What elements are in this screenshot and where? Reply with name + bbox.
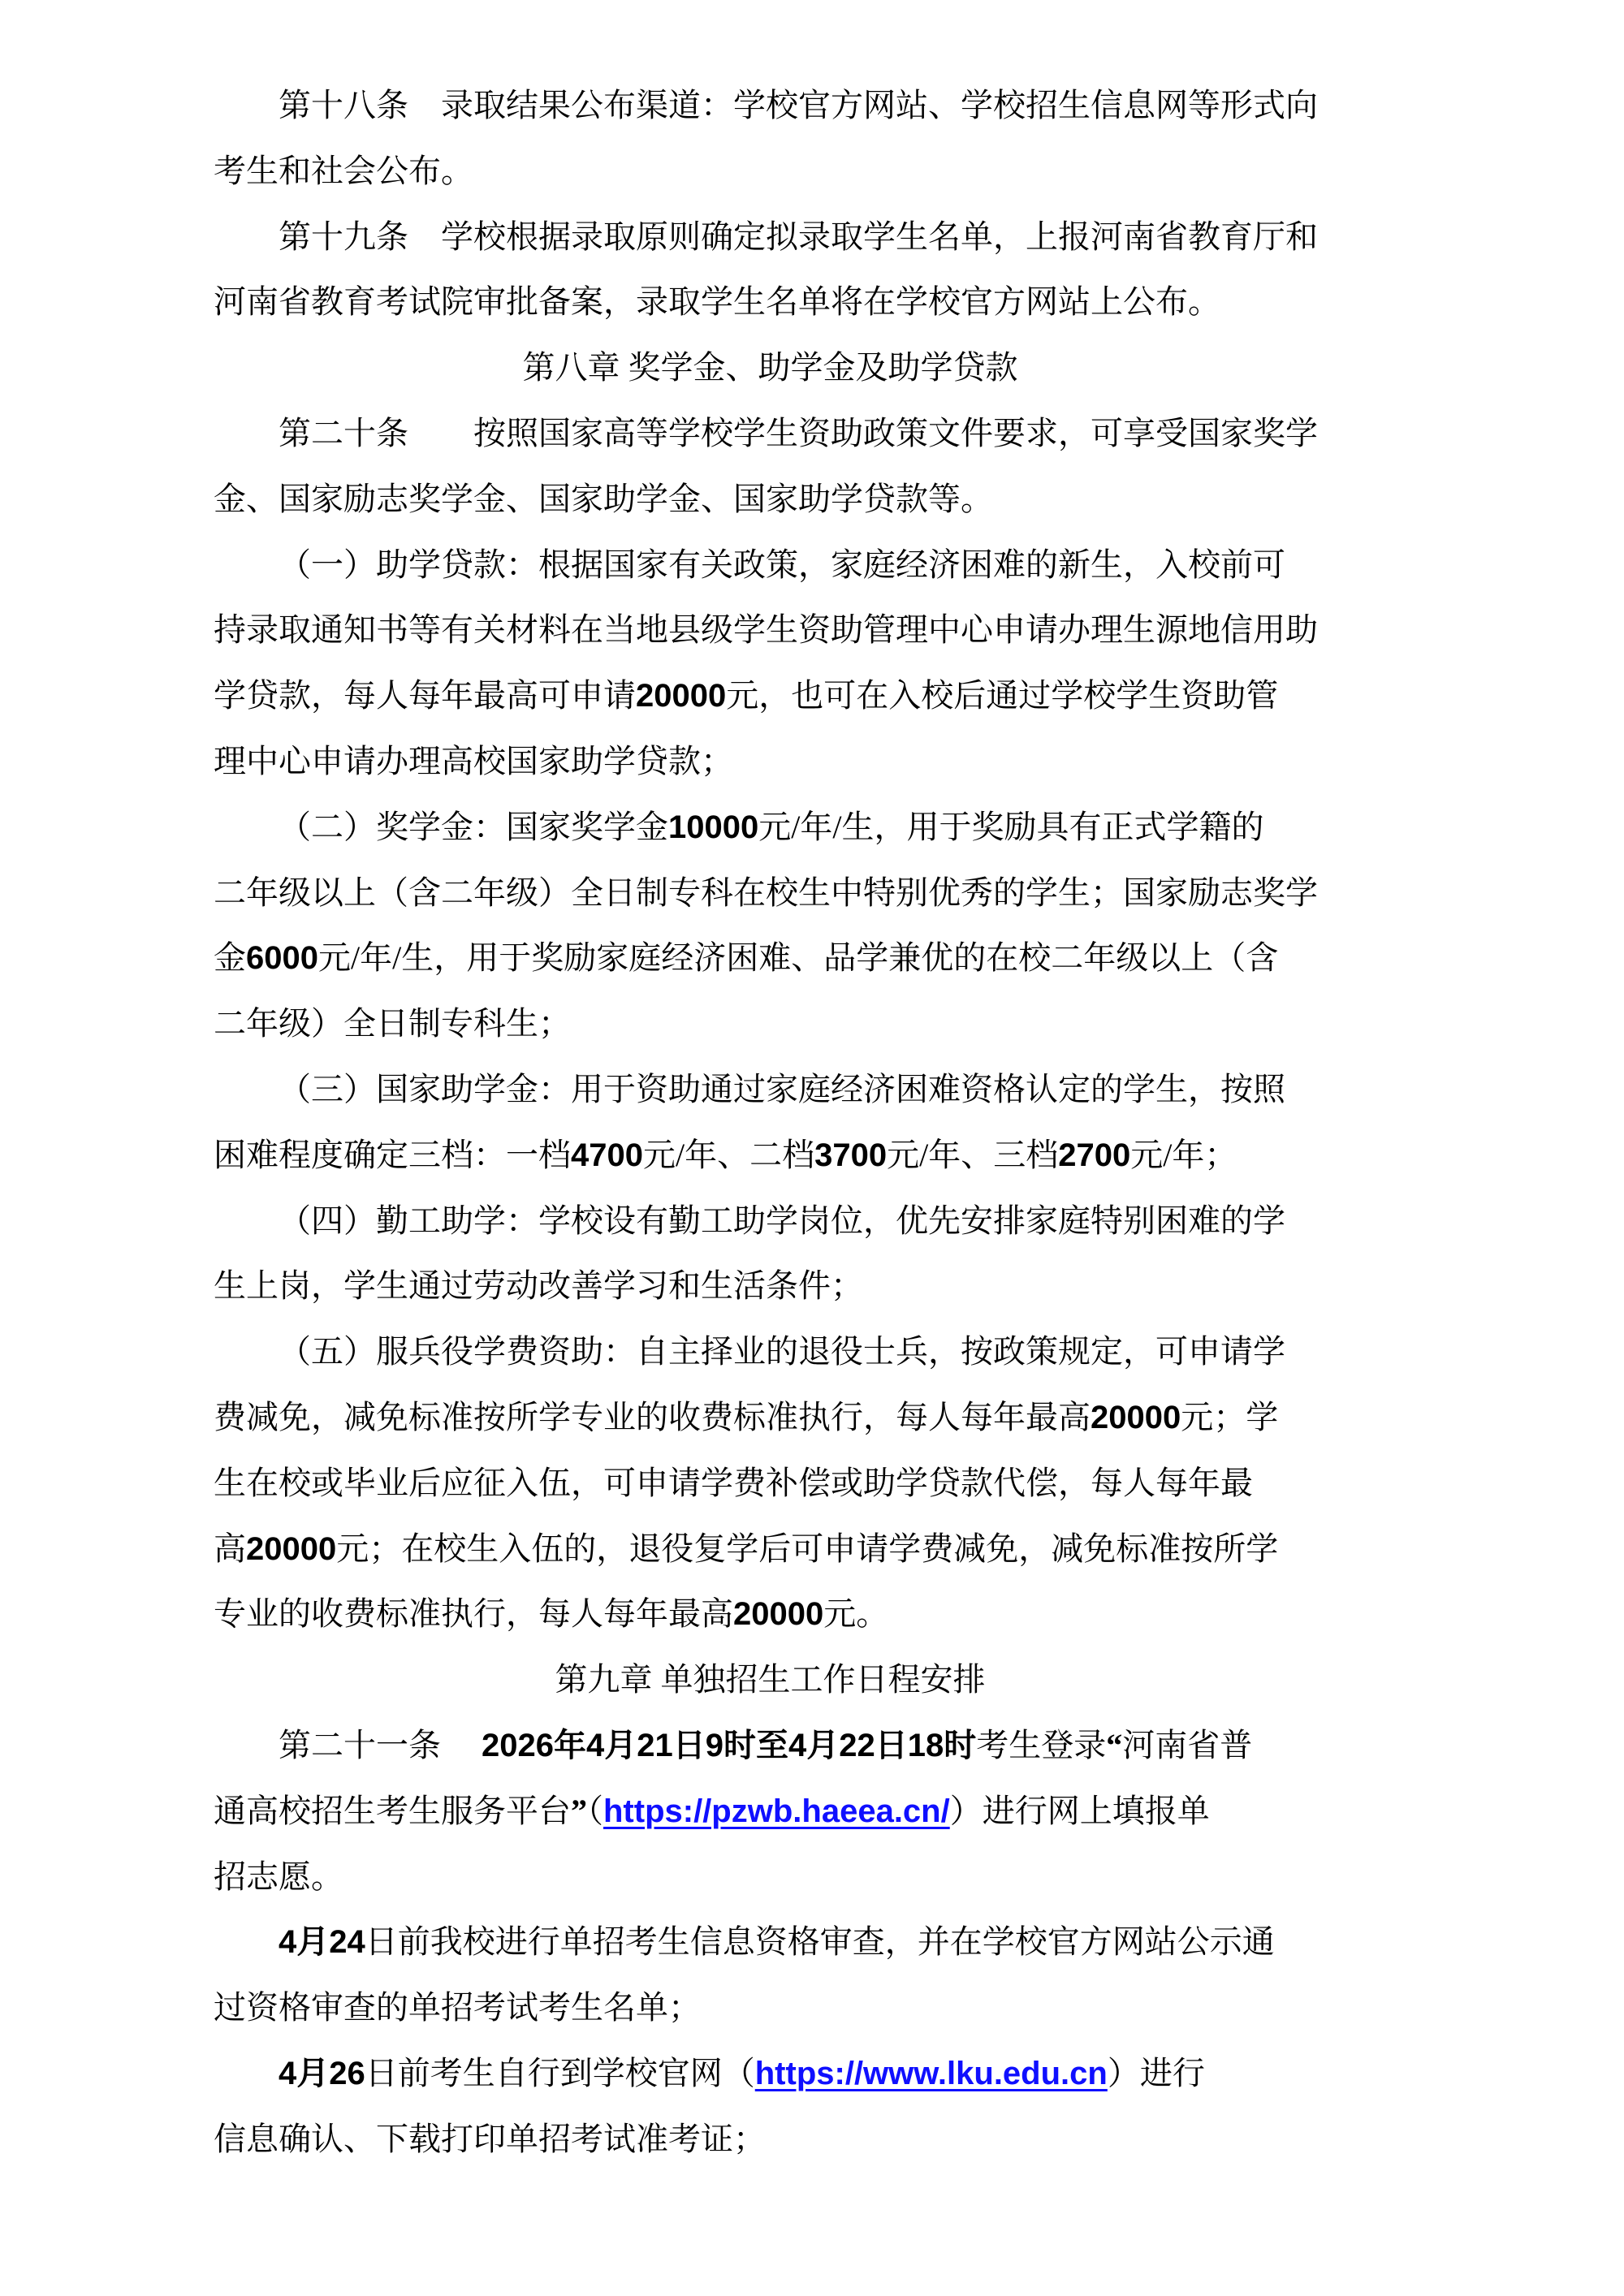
text-line [214,1254,1327,1319]
text-segment: 持录取通知书等有关材料在当地县级学生资助管理中心申请办理生源地信用助 [214,611,1318,649]
text-segment: 招志愿。 [214,1858,343,1895]
text-segment: 第八章 奖学金、助学金及助学贷款 [522,349,1018,386]
text-line [214,926,1327,991]
text-segment: 考生登录 [976,1726,1107,1763]
text-segment: 4700 [571,1137,643,1173]
text-line [214,1451,1327,1517]
text-segment: 6000 [246,940,318,977]
text-line [214,2041,1327,2107]
text-line [214,139,1327,205]
text-segment: 20000 [636,678,727,714]
text-segment: 元。 [823,1595,889,1633]
text-segment: 日前我校进行单招考生信息资格审查，并在学校官方网站公示通 [365,1923,1275,1961]
text-line [214,1713,1327,1779]
text-segment: 元/年、三档 [887,1136,1059,1173]
text-segment: 3700 [814,1137,888,1173]
text-segment: 生在校或毕业后应征入伍，可申请学费补偿或助学贷款代偿，每人每年最 [214,1464,1253,1501]
text-segment: 理中心申请办理高校国家助学贷款； [214,742,733,779]
text-segment: 第二十条 按照国家高等学校学生资助政策文件要求，可享受国家奖学 [279,414,1318,451]
text-segment: 元；学 [1181,1398,1279,1435]
text-segment: 元/年； [1130,1136,1237,1173]
text-line [214,598,1327,663]
text-segment: 第九章 单独招生工作日程安排 [555,1661,986,1698]
text-segment: 元/年、二档 [642,1136,815,1173]
text-line [214,1319,1327,1385]
text-segment: 费减免，减免标准按所学专业的收费标准执行，每人每年最高 [214,1398,1091,1435]
text-line [214,663,1327,729]
text-line [214,1385,1327,1451]
text-segment: 20000 [1091,1399,1181,1435]
chapter-heading [214,335,1327,401]
text-line [214,1123,1327,1189]
text-segment: 4月24 [279,1924,365,1961]
text-line [214,1582,1327,1647]
text-segment: 2026年4月21日9时至4月22日18时 [482,1727,977,1763]
text-segment: ” [571,1792,587,1829]
text-segment: （二）奖学金：国家奖学金 [279,808,668,845]
text-segment: 20000 [733,1596,824,1633]
text-line [214,1517,1327,1582]
text-segment: （四）勤工助学：学校设有勤工助学岗位，优先安排家庭特别困难的学 [279,1202,1285,1239]
text-segment: 考生和社会公布。 [214,152,473,189]
text-segment: ）进行 [1107,2054,1205,2091]
text-segment: ）进行网上填报单 [949,1792,1210,1829]
text-segment: 第二十一条 [279,1726,482,1763]
text-segment: （一）助学贷款：根据国家有关政策，家庭经济困难的新生，入校前可 [279,546,1285,583]
text-segment: 元/年/生，用于奖励家庭经济困难、品学兼优的在校二年级以上（含 [317,939,1279,977]
text-segment: 元，也可在入校后通过学校学生资助管 [726,677,1279,714]
text-segment: 元；在校生入伍的，退役复学后可申请学费减免，减免标准按所学 [336,1530,1279,1567]
text-segment: 过资格审查的单招考试考生名单； [214,1989,701,2026]
text-segment: 2700 [1058,1137,1131,1173]
text-segment: 第十九条 学校根据录取原则确定拟录取学生名单，上报河南省教育厅和 [279,218,1318,255]
text-segment: 二年级）全日制专科生； [214,1005,571,1042]
text-segment: 河南省普 [1122,1726,1253,1763]
text-segment: 10000 [668,809,759,845]
text-segment: （三）国家助学金：用于资助通过家庭经济困难资格认定的学生，按照 [279,1070,1285,1107]
hyperlink[interactable]: https://www.lku.edu.cn [754,2055,1108,2091]
text-segment: 4月26 [279,2055,365,2091]
text-segment: 日前考生自行到学校官网（ [365,2054,755,2091]
text-segment: 专业的收费标准执行，每人每年最高 [214,1595,733,1633]
text-segment: 信息确认、下载打印单招考试准考证； [214,2120,766,2157]
text-line [214,1845,1327,1910]
text-line [214,467,1327,533]
text-line [214,533,1327,598]
text-segment: 金、国家励志奖学金、国家助学金、国家助学贷款等。 [214,480,993,517]
text-segment: 金 [214,939,246,977]
text-line [214,991,1327,1057]
text-segment: 元/年/生，用于奖励具有正式学籍的 [758,808,1264,845]
chapter-heading [214,1647,1327,1713]
text-line [214,1057,1327,1123]
text-line [214,729,1327,795]
text-segment: 高 [214,1530,246,1567]
text-segment: 困难程度确定三档：一档 [214,1136,571,1173]
text-segment: （五）服兵役学费资助：自主择业的退役士兵，按政策规定，可申请学 [279,1333,1285,1370]
text-segment: 二年级以上（含二年级）全日制专科在校生中特别优秀的学生；国家励志奖学 [214,874,1318,911]
text-line [214,205,1327,270]
text-line [214,2107,1327,2173]
text-segment: 学贷款，每人每年最高可申请 [214,677,636,714]
text-segment: 生上岗，学生通过劳动改善学习和生活条件； [214,1267,863,1305]
text-line [214,1189,1327,1254]
text-segment: 第十八条 录取结果公布渠道：学校官方网站、学校招生信息网等形式向 [279,87,1318,123]
text-segment: “ [1106,1726,1123,1763]
text-segment: （ [587,1792,603,1829]
text-line [214,1779,1327,1845]
text-line [214,270,1327,335]
text-segment: 20000 [246,1530,337,1567]
text-line [214,861,1327,926]
hyperlink[interactable]: https://pzwb.haeea.cn/ [603,1793,950,1829]
text-line [214,1910,1327,1975]
text-line [214,795,1327,861]
text-segment: 河南省教育考试院审批备案，录取学生名单将在学校官方网站上公布。 [214,283,1220,321]
text-line [214,73,1327,139]
text-segment: 通高校招生考生服务平台 [214,1792,571,1829]
text-line [214,1975,1327,2041]
text-line [214,401,1327,467]
